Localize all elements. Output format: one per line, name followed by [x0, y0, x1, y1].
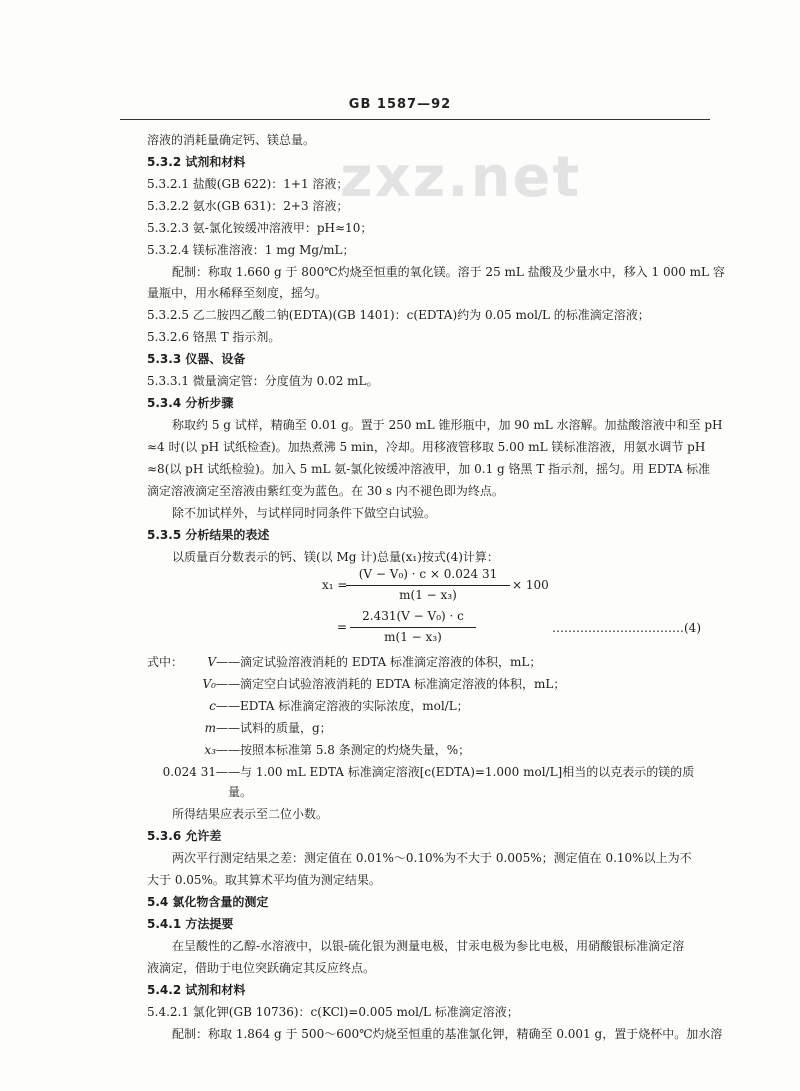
fraction-bar [346, 585, 510, 586]
where-symbol: m [204, 721, 216, 735]
text-line: 滴定溶液滴定至溶液由紫红变为蓝色。在 30 s 内不褪色即为终点。 [147, 484, 504, 498]
where-symbol: x₃ [204, 743, 216, 757]
section-heading: 5.4 氯化物含量的测定 [147, 895, 269, 909]
text-line: 以质量百分数表示的钙、镁(以 Mg 计)总量(x₁)按式(4)计算： [172, 550, 499, 564]
text-line: 所得结果应表示至二位小数。 [172, 807, 329, 821]
section-heading: 5.3.3 仪器、设备 [147, 352, 246, 366]
text-line: 配制：称取 1.660 g 于 800℃灼烧至恒重的氧化镁。溶于 25 mL 盐酸及少量水中，移入 1 000 mL 容 [172, 265, 725, 279]
formula-denominator: m(1 − x₃) [384, 630, 442, 644]
section-heading: 5.4.1 方法提要 [147, 917, 234, 931]
where-continuation: 量。 [228, 785, 253, 799]
text-line: 两次平行测定结果之差：测定值在 0.01%～0.10%为不大于 0.005%；测定值在 0.10%以上为不 [172, 851, 692, 865]
header-rule [120, 119, 710, 120]
text-line: 液滴定，借助于电位突跃确定其反应终点。 [147, 961, 376, 975]
text-line: 除不加试样外，与试样同时同条件下做空白试验。 [172, 506, 437, 520]
section-heading: 5.4.2 试剂和材料 [147, 983, 246, 997]
text-line: 5.3.2.3 氨-氯化铵缓冲溶液甲：pH≈10； [147, 221, 373, 235]
section-heading: 5.3.2 试剂和材料 [147, 155, 246, 169]
text-line: 在呈酸性的乙醇-水溶液中，以银-硫化银为测量电极，甘汞电极为参比电极，用硝酸银标准滴定溶 [172, 939, 685, 953]
where-text: ——按照本标准第 5.8 条测定的灼烧失量，%； [216, 743, 471, 757]
where-text: ——EDTA 标准滴定溶液的实际浓度，mol/L； [216, 699, 469, 713]
text-line: 5.3.2.2 氨水(GB 631)：2+3 溶液； [147, 199, 349, 213]
formula-numerator: 2.431(V − V₀) · c [362, 609, 464, 623]
where-text: ——滴定试验溶液消耗的 EDTA 标准滴定溶液的体积，mL； [216, 655, 542, 669]
where-item [180, 699, 469, 714]
formula-times-100: × 100 [512, 578, 549, 592]
text-line: 配制：称取 1.864 g 于 500～600℃灼烧至恒重的基准氯化钾，精确至 0.001 g，置于烧杯中。加水溶 [172, 1027, 723, 1041]
text-line: 大于 0.05%。取其算术平均值为测定结果。 [147, 873, 381, 887]
watermark: zxz.net [340, 145, 582, 210]
formula-lhs: x₁ = [322, 578, 348, 592]
text-line: 5.3.3.1 微量滴定管：分度值为 0.02 mL。 [147, 374, 379, 388]
where-symbol: V₀ [202, 677, 216, 691]
formula-number: ……………………………(4) [552, 621, 701, 635]
formula-numerator: (V − V₀) · c × 0.024 31 [358, 567, 498, 581]
text-line: 5.3.2.5 乙二胺四乙酸二钠(EDTA)(GB 1401)：c(EDTA)约为 0.05 mol/L 的标准滴定溶液； [147, 308, 650, 322]
text-line: 5.3.2.1 盐酸(GB 622)：1+1 溶液； [147, 177, 349, 191]
text-line: 量瓶中，用水稀释至刻度，摇匀。 [147, 286, 328, 300]
section-heading: 5.3.5 分析结果的表述 [147, 528, 270, 542]
text-line: ≈8(以 pH 试纸检验)。加入 5 mL 氨-氯化铵缓冲溶液甲，加 0.1 g 铬黑 T 指示剂，摇匀。用 EDTA 标准 [147, 462, 711, 476]
where-symbol: c [209, 699, 216, 713]
fraction-bar [350, 627, 476, 628]
text-line: 5.4.2.1 氯化钾(GB 10736)：c(KCl)=0.005 mol/L 标准滴定溶液； [147, 1005, 519, 1019]
page-header: GB 1587—92 [348, 97, 452, 112]
text-line: 称取约 5 g 试样，精确至 0.01 g。置于 250 mL 锥形瓶中，加 90 mL 水溶解。加盐酸溶液中和至 pH [172, 418, 723, 432]
where-item [180, 721, 332, 736]
text-line: 溶液的消耗量确定钙、镁总量。 [147, 133, 316, 147]
where-item [180, 655, 541, 670]
where-symbol: 0.024 31 [162, 765, 216, 779]
where-intro: 式中： [147, 655, 184, 669]
text-line: 5.3.2.4 镁标准溶液：1 mg Mg/mL； [147, 243, 355, 257]
formula-denominator: m(1 − x₃) [399, 588, 457, 602]
where-item [147, 765, 694, 780]
where-text: ——试料的质量，g； [216, 721, 332, 735]
where-text: ——与 1.00 mL EDTA 标准滴定溶液[c(EDTA)=1.000 mol/L]相当的以克表示的镁的质 [216, 765, 695, 779]
section-heading: 5.3.4 分析步骤 [147, 396, 234, 410]
where-symbol: V [207, 655, 216, 669]
text-line: ≈4 时(以 pH 试纸检查)。加热煮沸 5 min，冷却。用移液管移取 5.00 mL 镁标准溶液，用氨水调节 pH [147, 440, 706, 454]
where-text: ——滴定空白试验溶液消耗的 EDTA 标准滴定溶液的体积，mL； [216, 677, 566, 691]
text-line: 5.3.2.6 铬黑 T 指示剂。 [147, 330, 281, 344]
where-item [180, 743, 470, 758]
section-heading: 5.3.6 允许差 [147, 829, 222, 843]
formula-equals: = [337, 620, 348, 634]
where-item [180, 677, 565, 692]
